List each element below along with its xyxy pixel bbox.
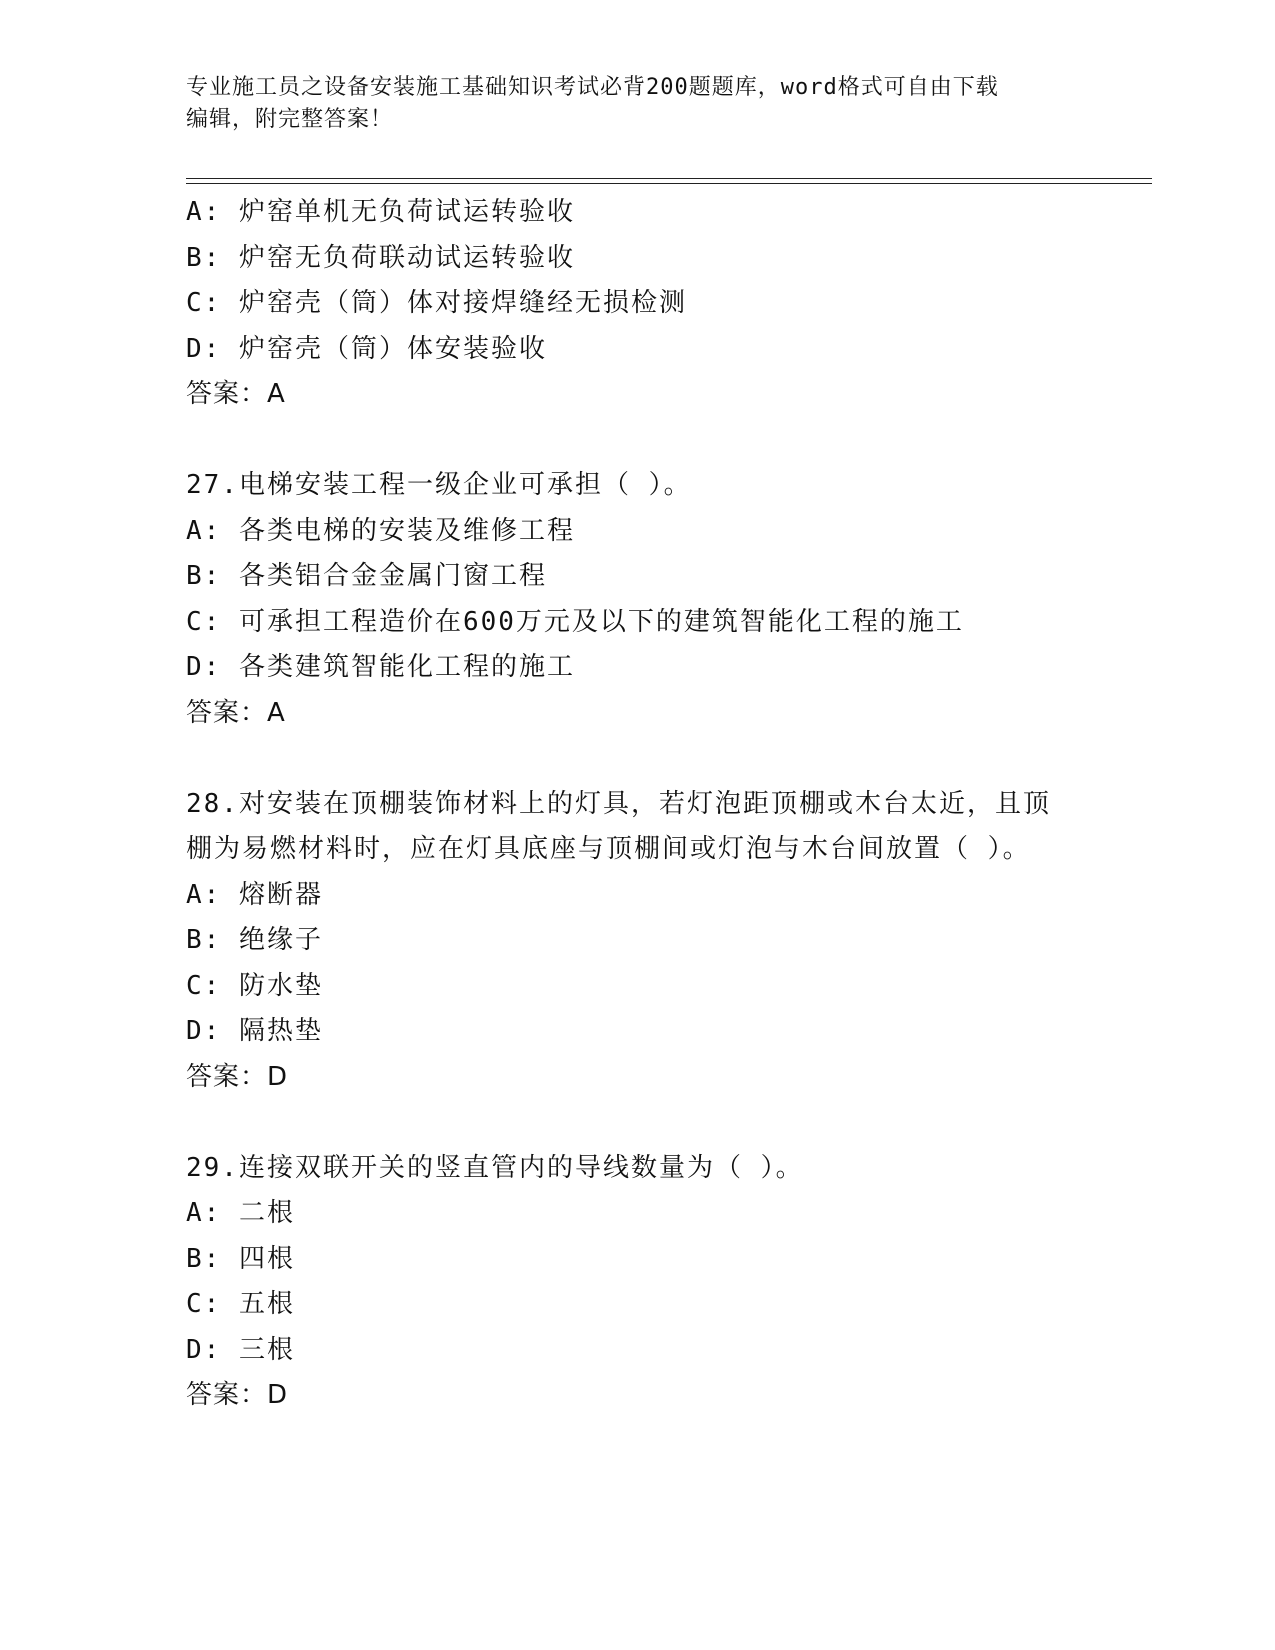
spacer <box>186 418 1146 464</box>
header-title-line-1: 专业施工员之设备安装施工基础知识考试必背200题题库，word格式可自由下载 <box>186 75 999 100</box>
question-26-answer: 答案：A <box>186 379 286 409</box>
question-27-answer: 答案：A <box>186 697 286 728</box>
question-26-option-a: A: 炉窑单机无负荷试运转验收 <box>186 197 575 227</box>
spacer <box>186 1100 1146 1146</box>
question-28-option-b: B: 绝缘子 <box>186 925 323 955</box>
question-29-option-d: D: 三根 <box>186 1334 295 1365</box>
question-27-text: 27.电梯安装工程一级企业可承担（ ）。 <box>186 470 692 500</box>
question-26-option-d: D: 炉窑壳（筒）体安装验收 <box>186 333 547 364</box>
question-29-block <box>186 1146 1146 1419</box>
question-28-text-line-1: 28.对安装在顶棚装饰材料上的灯具，若灯泡距顶棚或木台太近，且顶 <box>186 788 1051 819</box>
question-27-option-c: C: 可承担工程造价在600万元及以下的建筑智能化工程的施工 <box>186 606 964 637</box>
question-27-block <box>186 463 1146 736</box>
question-29-option-c: C: 五根 <box>186 1289 295 1319</box>
question-28-text-line-2: 棚为易燃材料时，应在灯具底座与顶棚间或灯泡与木台间放置（ ）。 <box>186 834 1031 864</box>
question-29-option-a: A: 二根 <box>186 1198 295 1228</box>
question-27-option-d: D: 各类建筑智能化工程的施工 <box>186 652 575 682</box>
question-29-option-b: B: 四根 <box>186 1243 295 1274</box>
question-28-answer: 答案：D <box>186 1061 289 1092</box>
question-26-option-c: C: 炉窑壳（筒）体对接焊缝经无损检测 <box>186 288 687 318</box>
question-28-block <box>186 782 1146 1101</box>
question-29-text: 29.连接双联开关的竖直管内的导线数量为（ ）。 <box>186 1152 804 1183</box>
question-27-option-a: A: 各类电梯的安装及维修工程 <box>186 515 575 546</box>
question-28-option-c: C: 防水垫 <box>186 970 323 1001</box>
question-27-option-b: B: 各类铝合金金属门窗工程 <box>186 561 547 591</box>
question-26-block <box>186 190 1146 418</box>
question-26-option-b: B: 炉窑无负荷联动试运转验收 <box>186 242 575 273</box>
question-list <box>186 190 1146 1419</box>
document-header <box>186 72 1086 136</box>
header-divider-bottom <box>186 183 1152 184</box>
spacer <box>186 736 1146 782</box>
header-title-line-2: 编辑，附完整答案！ <box>186 107 394 132</box>
question-28-option-a: A: 熔断器 <box>186 879 323 910</box>
header-divider-top <box>186 178 1152 179</box>
question-29-answer: 答案：D <box>186 1380 289 1410</box>
question-28-option-d: D: 隔热垫 <box>186 1016 323 1046</box>
